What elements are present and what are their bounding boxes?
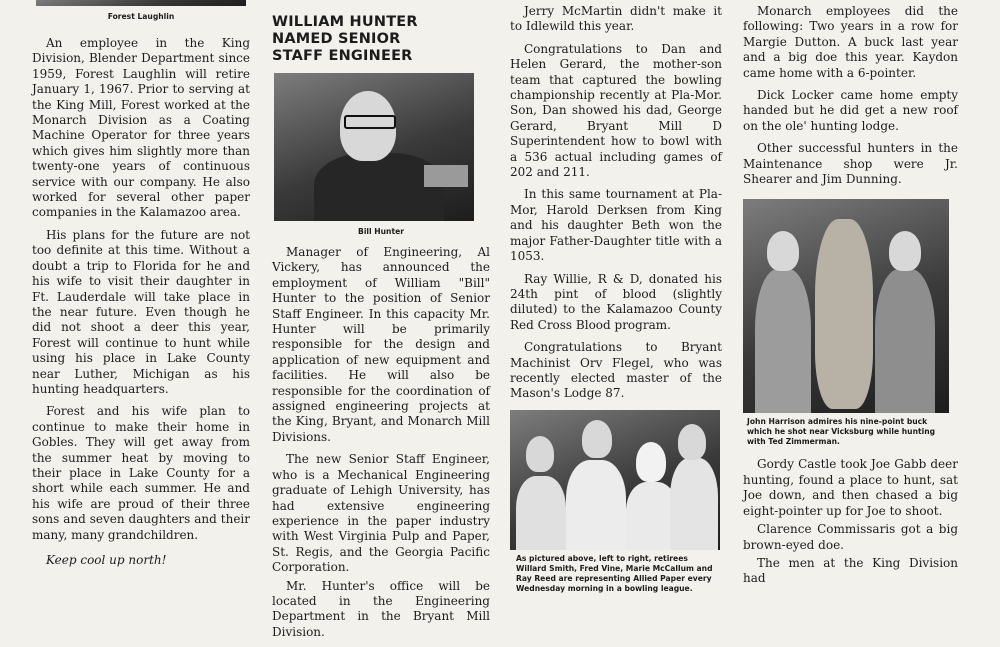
forest-laughlin-photo — [36, 0, 246, 6]
article-paragraph: Other successful hunters in the Maintenance shop were Jr. Shearer and Jim Dunning. — [743, 141, 958, 187]
column-4 — [743, 4, 958, 594]
deer-hunters-photo — [743, 199, 949, 413]
article-paragraph: His plans for the future are not too definite at this time. Without a doubt a trip to Florida for he and his wife to visit their daughter in Ft. Lauderdale will take place in the near future. Even though he did not shoot a deer this year, Forest will continue to hunt while using his place in Lake County near Luther, Michigan as his hunting headquarters. — [32, 227, 250, 396]
photo-caption-bill-hunter: Bill Hunter — [358, 227, 404, 236]
column-3 — [510, 4, 722, 594]
photo-caption-bowling-retirees: As pictured above, left to right, retirees Willard Smith, Fred Vine, Marie McCallum and Ray Reed are representing Allied Paper every Wednesday morning in a bowling league. — [516, 553, 713, 593]
closing-line: Keep cool up north! — [46, 553, 167, 567]
article-paragraph: Mr. Hunter's office will be located in the Engineering Department in the Bryant Mill Division. — [272, 578, 490, 639]
photo-caption-deer-hunters: John Harrison admires his nine-point buck which he shot near Vicksburg while hunting with Ted Zimmerman. — [747, 417, 936, 447]
article-headline: WILLIAM HUNTER NAMED SENIOR STAFF ENGINEER — [272, 14, 418, 64]
article-paragraph: Gordy Castle took Joe Gabb deer hunting, found a place to hunt, sat Joe down, and then chased a big eight-pointer up for Joe to shoot. — [743, 457, 958, 518]
article-paragraph: Manager of Engineering, Al Vickery, has announced the employment of William "Bill" Hunter to the position of Senior Staff Engineer. In this capacity Mr. Hunter will be primarily responsible for the design and application of new equipment and facilities. He will also be responsible for the coordination of assigned engineering projects at the King, Bryant, and Monarch Mill Divisions. — [272, 245, 490, 444]
article-paragraph: Jerry McMartin didn't make it to Idlewild this year. — [510, 4, 722, 34]
column-2 — [272, 14, 490, 647]
article-paragraph: The new Senior Staff Engineer, who is a Mechanical Engineering graduate of Lehigh University, has had extensive engineering experience in the paper industry with West Virginia Pulp and Paper, St. Regis, and the Georgia Pacific Corporation. — [272, 452, 490, 575]
column-1 — [32, 0, 250, 575]
bill-hunter-photo — [274, 73, 474, 221]
article-paragraph: Clarence Commissaris got a big brown-eyed doe. — [743, 522, 958, 552]
article-paragraph: Ray Willie, R & D, donated his 24th pint of blood (slightly diluted) to the Kalamazoo County Red Cross Blood program. — [510, 271, 722, 332]
article-paragraph: Congratulations to Dan and Helen Gerard, the mother-son team that captured the bowling championship recently at Pla-Mor. Son, Dan showed his dad, George Gerard, Bryant Mill D Superintendent how to bowl with a 536 actual including games of 202 and 211. — [510, 41, 722, 180]
photo-caption-forest-laughlin: Forest Laughlin — [107, 12, 175, 21]
article-paragraph: In this same tournament at Pla-Mor, Harold Derksen from King and his daughter Beth won the major Father-Daughter title with a 1053. — [510, 187, 722, 264]
article-paragraph: Monarch employees did the following: Two years in a row for Margie Dutton. A buck last year and a big doe this year. Kaydon came home with a 6-pointer. — [743, 4, 958, 80]
article-paragraph: Congratulations to Bryant Machinist Orv Flegel, who was recently elected master of the Mason's Lodge 87. — [510, 340, 722, 401]
article-paragraph: An employee in the King Division, Blender Department since 1959, Forest Laughlin will retire January 1, 1967. Prior to serving at the King Mill, Forest worked at the Monarch Division as a Coating Machine Operator for three years which gives him slightly more than twenty-one years of continuous service with our company. He also worked for several other paper companies in the Kalamazoo area. — [32, 36, 250, 220]
article-paragraph: The men at the King Division had — [743, 555, 958, 586]
article-paragraph: Dick Locker came home empty handed but he did get a new roof on the ole' hunting lodge. — [743, 88, 958, 133]
bowling-retirees-photo — [510, 410, 720, 550]
article-paragraph: Forest and his wife plan to continue to make their home in Gobles. They will get away from the summer heat by moving to their place in Lake County for a short while each summer. He and his wife are proud of their three sons and seven daughters and their many, many grandchildren. — [32, 404, 250, 542]
